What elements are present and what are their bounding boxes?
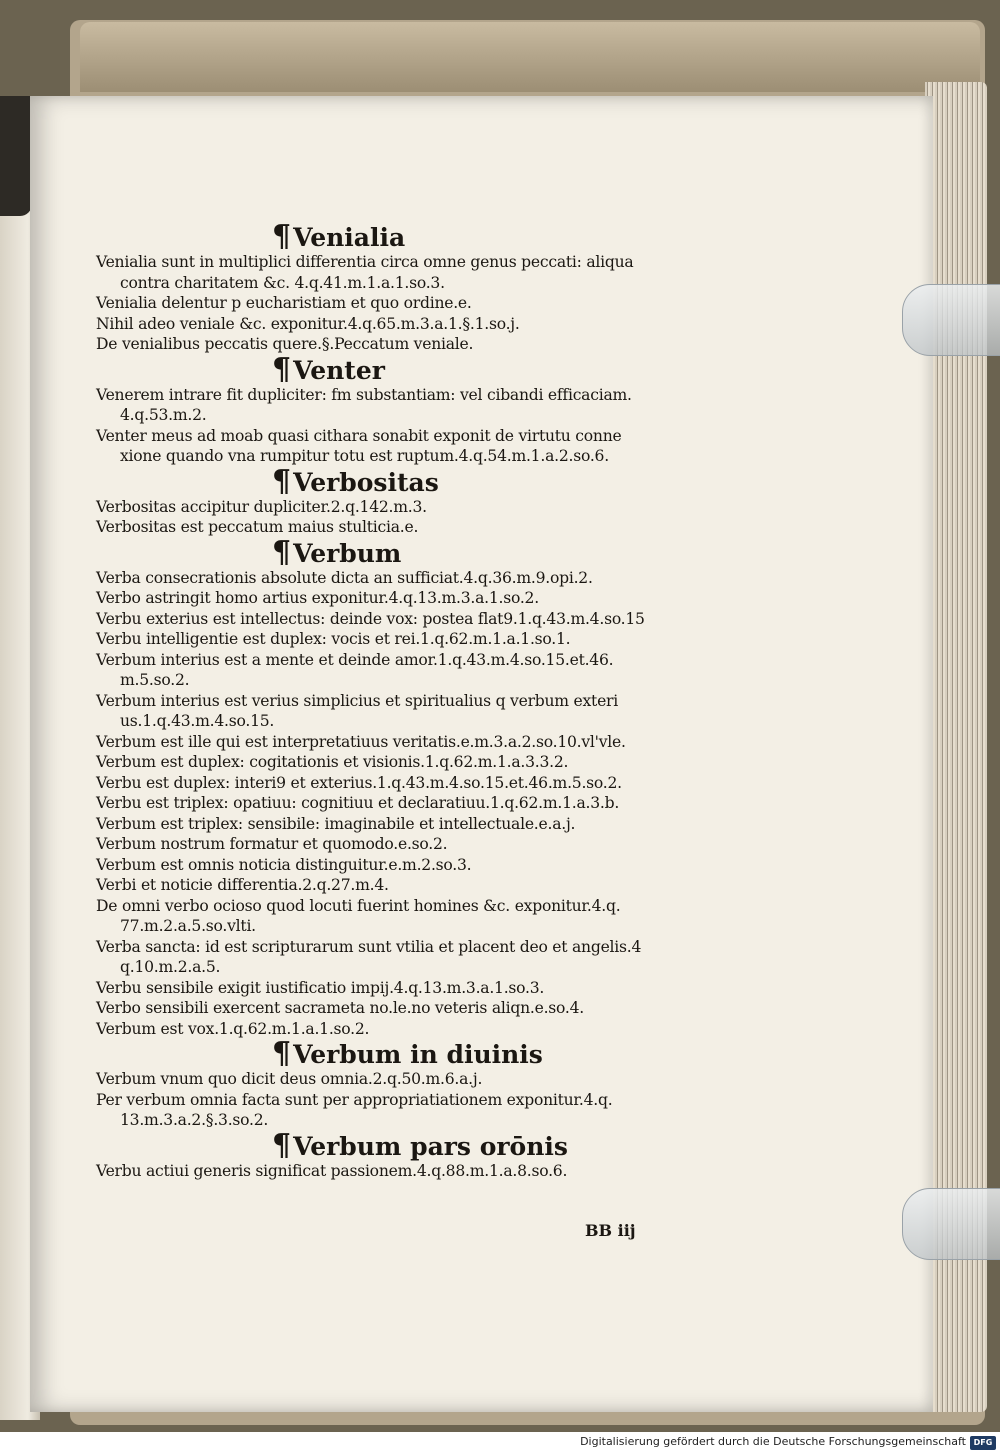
index-entry-line: Verbum interius est verius simplicius et spiritualius q verbum exteri — [96, 691, 618, 710]
index-entry-line: 77.m.2.a.5.so.vlti. — [120, 917, 256, 935]
section-heading — [96, 534, 736, 570]
section-heading — [96, 463, 736, 499]
pilcrow-icon: ¶ — [272, 463, 292, 499]
index-entry-line: q.10.m.2.a.5. — [120, 958, 221, 976]
index-entry-line: Verbum nostrum formatur et quomodo.e.so.2. — [96, 835, 448, 853]
index-entry-line: Venter meus ad moab quasi cithara sonabit exponit de virtutu conne — [96, 426, 622, 445]
section-heading-text: Verbum — [293, 538, 402, 568]
pilcrow-icon: ¶ — [272, 351, 292, 387]
facing-cover — [0, 96, 32, 216]
index-entry-line: contra charitatem &c. 4.q.41.m.1.a.1.so.3. — [120, 273, 445, 292]
index-entry-line: Verbum est ille qui est interpretatiuus veritatis.e.m.3.a.2.so.10.vl'vle. — [96, 732, 626, 751]
book-top-edge — [80, 22, 980, 92]
index-entry-line: Verbum est duplex: cogitationis et visionis.1.q.62.m.1.a.3.3.2. — [96, 753, 569, 771]
index-entry-line: us.1.q.43.m.4.so.15. — [120, 712, 275, 730]
index-entry-line: Verbum est omnis noticia distinguitur.e.m.2.so.3. — [96, 855, 472, 874]
index-entry-line: xione quando vna rumpitur totu est ruptum.4.q.54.m.1.a.2.so.6. — [120, 447, 609, 465]
section-heading-text: Verbum pars orōnis — [293, 1131, 568, 1161]
index-entry-line: Verbositas est peccatum maius stulticia.e. — [96, 518, 419, 536]
index-entry-line: Venerem intrare fit dupliciter: fm substantiam: vel cibandi efficaciam. — [96, 385, 632, 404]
index-entry-line: De omni verbo ocioso quod locuti fuerint homines &c. exponitur.4.q. — [96, 896, 621, 915]
section-heading — [96, 1036, 736, 1071]
section-heading-text: Verbum in diuinis — [293, 1040, 543, 1069]
index-entry-line: Verbo astringit homo artius exponitur.4.q.13.m.3.a.1.so.2. — [96, 589, 539, 607]
index-entry-line: Verbu est triplex: opatiuu: cognitiuu et declaratiuu.1.q.62.m.1.a.3.b. — [96, 794, 620, 812]
index-entry-line: Verbu exterius est intellectus: deinde vox: postea flat9.1.q.43.m.4.so.15 — [96, 609, 645, 628]
page-clip-top — [902, 284, 1000, 356]
section-heading — [96, 1127, 736, 1163]
index-entry-line: Per verbum omnia facta sunt per appropriatiationem exponitur.4.q. — [96, 1090, 613, 1109]
footer-bar — [0, 1432, 1000, 1454]
section-heading — [96, 219, 736, 254]
section-heading-text: Venter — [293, 355, 385, 385]
index-entry-line: Verbositas accipitur dupliciter.2.q.142.m.3. — [96, 497, 427, 516]
page-clip-bottom — [902, 1188, 1000, 1260]
index-entry-line: Nihil adeo veniale &c. exponitur.4.q.65.m.3.a.1.§.1.so.j. — [96, 314, 520, 333]
index-entry-line: Venialia sunt in multiplici differentia circa omne genus peccati: aliqua — [96, 253, 634, 271]
index-entry-line: Verba sancta: id est scripturarum sunt vtilia et placent deo et angelis.4 — [96, 937, 642, 956]
index-entry-line: Verbo sensibili exercent sacrameta no.le.no veteris aliqn.e.so.4. — [96, 999, 585, 1017]
index-entry-line: Verbu sensibile exigit iustificatio impij.4.q.13.m.3.a.1.so.3. — [96, 978, 545, 997]
index-entry-line: m.5.so.2. — [120, 671, 190, 689]
index-entry-line: De venialibus peccatis quere.§.Peccatum veniale. — [96, 335, 474, 353]
pilcrow-icon: ¶ — [272, 534, 292, 570]
index-entry-line: Verbi et noticie differentia.2.q.27.m.4. — [96, 876, 389, 894]
index-entry-line: Verba consecrationis absolute dicta an sufficiat.4.q.36.m.9.opi.2. — [96, 568, 593, 587]
pilcrow-icon: ¶ — [272, 1127, 292, 1163]
pilcrow-icon: ¶ — [272, 219, 292, 254]
dfg-logo: DFG — [970, 1436, 996, 1450]
section-heading — [96, 351, 736, 387]
pilcrow-icon: ¶ — [272, 1036, 292, 1071]
index-entry-line: Venialia delentur p eucharistiam et quo ordine.e. — [96, 294, 472, 312]
section-heading-text: Venialia — [293, 223, 406, 252]
index-entry-line: 4.q.53.m.2. — [120, 406, 207, 424]
index-entry-line: Verbu est duplex: interi9 et exterius.1.q.43.m.4.so.15.et.46.m.5.so.2. — [96, 773, 622, 792]
index-entry-line: Verbu intelligentie est duplex: vocis et rei.1.q.62.m.1.a.1.so.1. — [96, 630, 571, 648]
index-entry-line: Verbum vnum quo dicit deus omnia.2.q.50.m.6.a.j. — [96, 1070, 483, 1088]
footer-credit: Digitalisierung gefördert durch die Deutsche Forschungsgemeinschaft — [580, 1435, 966, 1448]
index-entry-line: Verbum est triplex: sensibile: imaginabile et intellectuale.e.a.j. — [96, 814, 576, 833]
signature-mark: BB iij — [585, 1221, 636, 1240]
index-entry-line: Verbu actiui generis significat passionem.4.q.88.m.1.a.8.so.6. — [96, 1161, 568, 1180]
index-entry-line: 13.m.3.a.2.§.3.so.2. — [120, 1111, 269, 1129]
page-text — [96, 219, 736, 1181]
section-heading-text: Verbositas — [293, 467, 439, 497]
index-entry-line: Verbum est vox.1.q.62.m.1.a.1.so.2. — [96, 1019, 370, 1038]
index-entry-line: Verbum interius est a mente et deinde amor.1.q.43.m.4.so.15.et.46. — [96, 650, 614, 669]
